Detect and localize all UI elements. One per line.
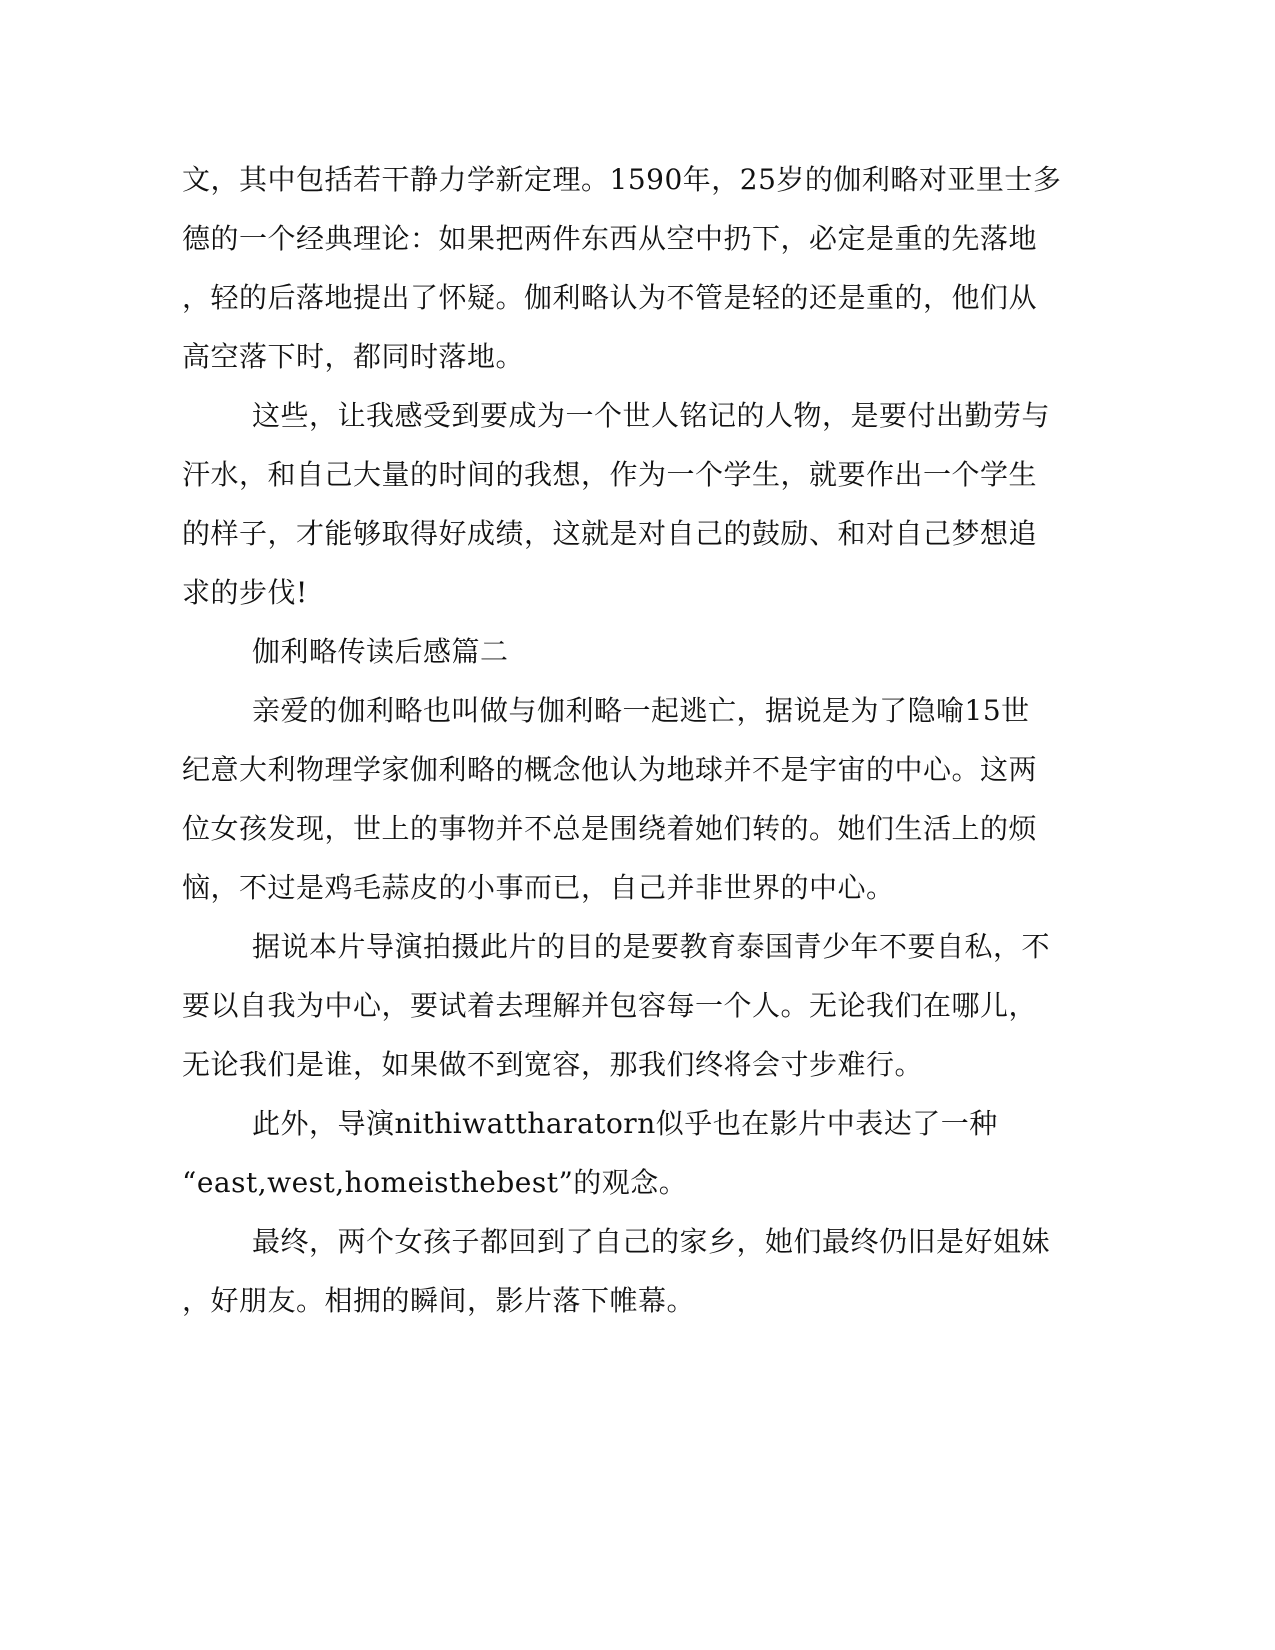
text-line: 位女孩发现，世上的事物并不总是围绕着她们转的。她们生活上的烦: [182, 812, 1038, 845]
text-line: 的样子，才能够取得好成绩，这就是对自己的鼓励、和对自己梦想追: [182, 517, 1038, 550]
text-line: 最终，两个女孩子都回到了自己的家乡，她们最终仍旧是好姐妹: [252, 1225, 1051, 1258]
text-line: “east,west,homeisthebest”的观念。: [182, 1166, 688, 1199]
text-line: ，轻的后落地提出了怀疑。伽利略认为不管是轻的还是重的，他们从: [182, 281, 1038, 314]
text-line: 纪意大利物理学家伽利略的概念他认为地球并不是宇宙的中心。这两: [182, 753, 1038, 786]
text-line: 这些，让我感受到要成为一个世人铭记的人物，是要付出勤劳与: [252, 399, 1051, 432]
text-line: 汗水，和自己大量的时间的我想，作为一个学生，就要作出一个学生: [182, 458, 1038, 491]
text-line: 无论我们是谁，如果做不到宽容，那我们终将会寸步难行。: [182, 1048, 924, 1081]
text-line: 德的一个经典理论：如果把两件东西从空中扔下，必定是重的先落地: [182, 222, 1038, 255]
text-line: 亲爱的伽利略也叫做与伽利略一起逃亡，据说是为了隐喻15世: [252, 694, 1030, 727]
text-line: 文，其中包括若干静力学新定理。1590年，25岁的伽利略对亚里士多: [182, 163, 1062, 196]
text-line: 据说本片导演拍摄此片的目的是要教育泰国青少年不要自私，不: [252, 930, 1051, 963]
text-line: 恼，不过是鸡毛蒜皮的小事而已，自己并非世界的中心。: [182, 871, 895, 904]
text-line: ，好朋友。相拥的瞬间，影片落下帷幕。: [182, 1284, 696, 1317]
section-heading: 伽利略传读后感篇二: [252, 635, 509, 668]
text-line: 此外，导演nithiwattharatorn似乎也在影片中表达了一种: [252, 1107, 998, 1140]
text-line: 要以自我为中心，要试着去理解并包容每一个人。无论我们在哪儿，: [182, 989, 1038, 1022]
text-line: 高空落下时，都同时落地。: [182, 340, 525, 373]
text-line: 求的步伐!: [182, 576, 308, 609]
